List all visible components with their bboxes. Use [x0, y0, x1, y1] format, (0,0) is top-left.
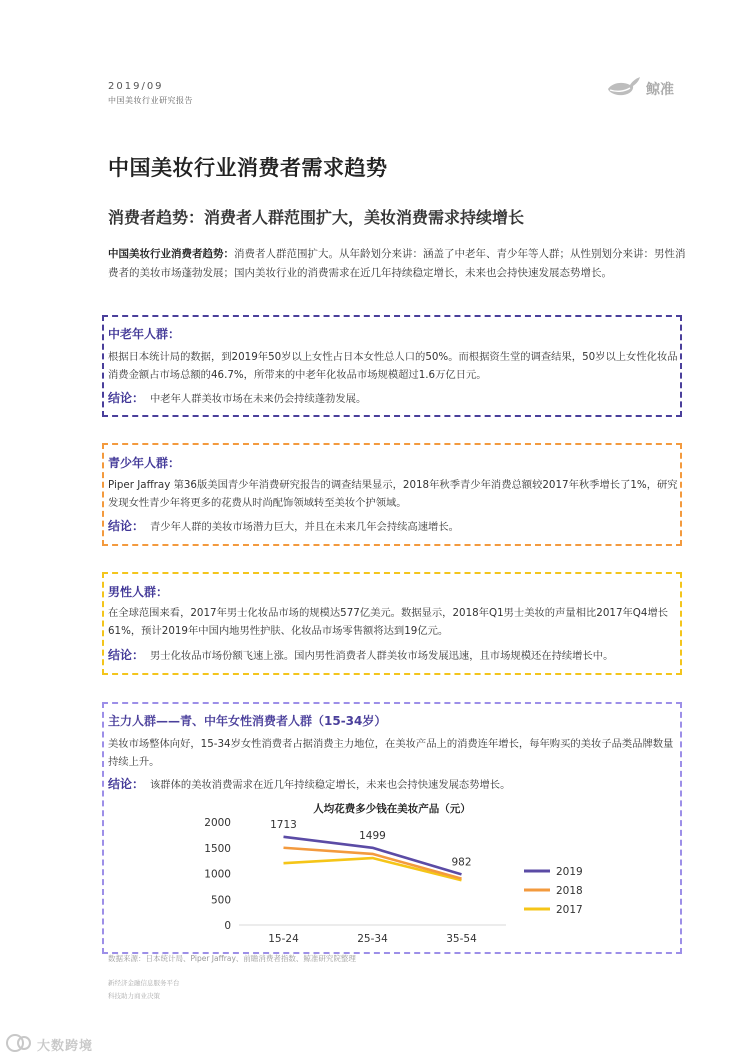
brand-name: 鲸准 — [646, 82, 674, 98]
conclusion-text: 男士化妆品市场份额飞速上涨。国内男性消费者人群美妆市场发展迅速，且市场规模还在持续增长中。 — [150, 650, 614, 662]
series-line-2017 — [284, 858, 462, 880]
section-heading: 主力人群——青、中年女性消费者人群（15-34岁） — [108, 714, 387, 728]
section-heading: 男性人群： — [108, 585, 169, 599]
footer-line-1: 新经济金融信息服务平台 — [108, 979, 180, 987]
chart-title: 人均花费多少钱在美妆产品（元） — [313, 803, 471, 815]
conclusion-text: 中老年人群美妆市场在未来仍会持续蓬勃发展。 — [150, 393, 367, 405]
section-male — [102, 572, 682, 675]
y-tick-label: 0 — [224, 920, 231, 932]
y-tick-label: 500 — [210, 894, 231, 907]
data-label: 1713 — [270, 818, 297, 831]
section-body: 美妆市场整体向好，15-34岁女性消费者占据消费主力地位，在美妆产品上的消费连年增长，每年购买的美妆子品类品牌数量持续上升。 — [108, 738, 674, 768]
footer-line-2: 科技助力商业决策 — [108, 992, 160, 1000]
whale-icon — [606, 75, 642, 99]
x-tick-label: 25-34 — [357, 933, 388, 945]
watermark — [5, 1033, 105, 1053]
page-title: 中国美妆行业消费者需求趋势 — [108, 156, 388, 180]
watermark-logo-icon — [5, 1033, 33, 1053]
data-label: 1499 — [359, 829, 386, 842]
legend-label-2017: 2017 — [556, 904, 583, 916]
section-teenagers — [102, 443, 682, 546]
conclusion-text: 该群体的美妆消费需求在近几年持续稳定增长，未来也会持快速发展态势增长。 — [150, 779, 511, 791]
data-source: 数据来源：日本统计局、Piper Jaffray、前瞻消费者指数、鲸准研究院整理 — [108, 954, 356, 963]
section-main-group — [102, 702, 682, 954]
conclusion-text: 青少年人群的美妆市场潜力巨大，并且在未来几年会持续高速增长。 — [150, 521, 459, 533]
section-body: 在全球范围来看，2017年男士化妆品市场的规模达577亿美元。数据显示，2018年Q1男士美妆的声量相比2017年Q4增长61%，预计2019年中国内地男性护肤、化妆品市场零售额将达到19亿元。 — [108, 607, 669, 637]
report-name: 中国美妆行业研究报告 — [108, 96, 193, 105]
section-heading: 中老年人群： — [108, 327, 181, 341]
intro-paragraph — [108, 245, 688, 283]
series-line-2019 — [284, 837, 462, 875]
section-conclusion — [108, 517, 680, 534]
conclusion-label: 结论： — [108, 519, 145, 533]
y-tick-label: 2000 — [204, 817, 231, 829]
conclusion-label: 结论： — [108, 648, 145, 662]
x-tick-label: 35-54 — [446, 933, 477, 945]
legend-label-2018: 2018 — [556, 885, 583, 897]
report-date: 2019/09 — [108, 81, 164, 92]
section-conclusion — [108, 389, 680, 406]
conclusion-label: 结论： — [108, 777, 145, 791]
section-body: Piper Jaffray 第36版美国青少年消费研究报告的调查结果显示，2018年秋季青少年消费总额较2017年秋季增长了1%，研究发现女性青少年将更多的花费从时尚配饰领域转至美妆个护领域。 — [108, 479, 678, 509]
y-tick-label: 1500 — [204, 842, 231, 855]
conclusion-label: 结论： — [108, 391, 145, 405]
y-tick-label: 1000 — [204, 868, 231, 881]
section-middle-aged — [102, 315, 682, 417]
data-label: 982 — [451, 856, 472, 869]
x-tick-label: 15-24 — [268, 933, 299, 945]
intro-text: 消费者人群范围扩大。从年龄划分来讲：涵盖了中老年、青少年等人群；从性别划分来讲：男性消费者的美妆市场蓬勃发展；国内美妆行业的消费需求在近几年持续稳定增长，未来也会持快速发展态势增长。 — [108, 248, 686, 279]
brand-logo — [606, 75, 686, 103]
spending-line-chart — [104, 812, 680, 952]
page-subtitle: 消费者趋势：消费者人群范围扩大，美妆消费需求持续增长 — [108, 208, 525, 227]
section-conclusion — [108, 646, 680, 663]
section-heading: 青少年人群： — [108, 456, 181, 470]
legend-label-2019: 2019 — [556, 866, 583, 878]
section-conclusion — [108, 775, 680, 792]
intro-lead: 中国美妆行业消费者趋势： — [108, 248, 234, 260]
section-body: 根据日本统计局的数据，到2019年50岁以上女性占日本女性总人口的50%。而根据资生堂的调查结果，50岁以上女性化妆品消费金额占市场总额的46.7%，所带来的中老年化妆品市场规模超过1.6万亿日元。 — [108, 351, 678, 381]
watermark-text: 大数跨境 — [37, 1039, 94, 1054]
